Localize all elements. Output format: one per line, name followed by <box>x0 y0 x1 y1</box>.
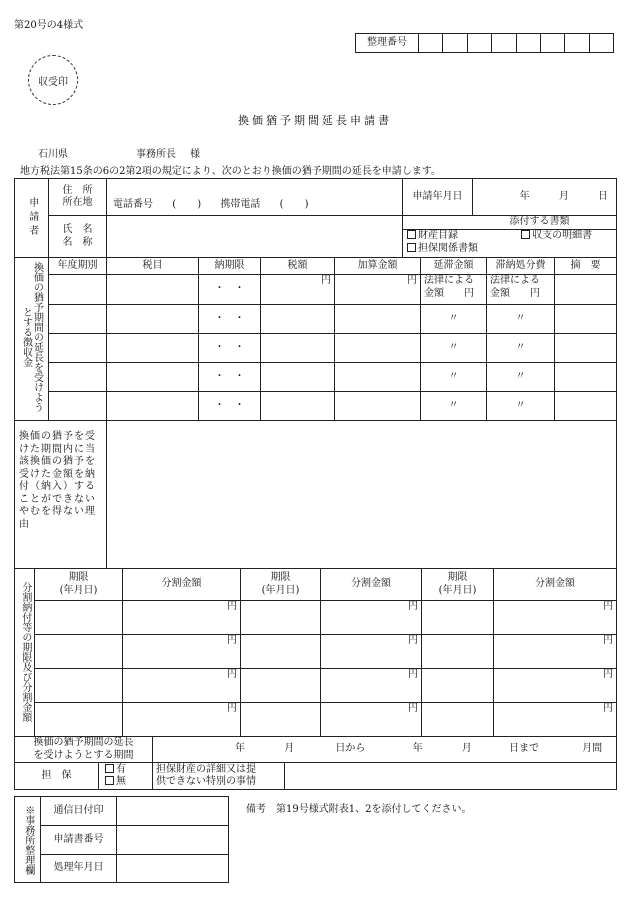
header-tax: 税額 <box>261 258 335 275</box>
item-cell[interactable] <box>107 392 199 421</box>
extension-label: 換価の猶予期間の延長 を受けようとする期間 <box>15 737 153 763</box>
due-cell[interactable]: ・ ・ <box>199 392 261 421</box>
attach-items <box>403 230 617 258</box>
due-cell[interactable]: ・ ・ <box>199 334 261 363</box>
period-cell[interactable] <box>35 669 123 703</box>
amount-cell[interactable]: 円 <box>123 601 241 635</box>
page-title: 換価猶予期間延長申請書 <box>238 114 392 127</box>
amount-cell[interactable]: 円 <box>123 703 241 737</box>
ext-from: 日から <box>335 743 366 755</box>
amount-header: 分割金額 <box>123 569 241 601</box>
remarks: 備考 第19号様式附表1、2を添付してください。 <box>246 804 472 815</box>
period-cell[interactable] <box>35 635 123 669</box>
collateral-yes: 有 <box>116 763 126 775</box>
applicant-side-label: 申請者 <box>15 179 49 258</box>
amount-cell[interactable]: 円 <box>321 703 422 737</box>
item-cell[interactable] <box>107 305 199 334</box>
seiri-cell[interactable] <box>540 34 564 53</box>
add-cell[interactable]: 円 <box>335 275 421 305</box>
amount-cell[interactable]: 円 <box>494 601 617 635</box>
seiri-cell[interactable] <box>419 34 443 53</box>
year-cell[interactable] <box>49 392 107 421</box>
amount-header: 分割金額 <box>321 569 422 601</box>
attach-item: 収支の明細書 <box>532 230 593 241</box>
installment-table <box>14 568 617 737</box>
period-header: 期限 (年月日) <box>35 569 123 601</box>
year-cell[interactable] <box>49 275 107 305</box>
year-cell[interactable] <box>49 305 107 334</box>
tax-cell[interactable] <box>261 392 335 421</box>
period-cell[interactable] <box>241 635 321 669</box>
delay-cell[interactable]: 〃 <box>421 392 487 421</box>
date-label: 申請年月日 <box>403 179 473 216</box>
receipt-stamp-circle <box>28 55 78 105</box>
collateral-no: 無 <box>116 776 126 787</box>
header-item: 税目 <box>107 258 199 275</box>
amount-cell[interactable]: 円 <box>494 669 617 703</box>
name-cell[interactable] <box>107 216 403 258</box>
amount-cell[interactable]: 円 <box>321 601 422 635</box>
period-header: 期限 (年月日) <box>422 569 494 601</box>
note-cell[interactable] <box>555 392 617 421</box>
seiri-cell[interactable] <box>516 34 540 53</box>
amount-cell[interactable]: 円 <box>494 703 617 737</box>
installment-side-label: 分割納付等の期限及び分割金額 <box>15 569 35 737</box>
period-cell[interactable] <box>422 635 494 669</box>
attach-item: 財産目録 <box>418 230 458 241</box>
tax-cell[interactable]: 円 <box>261 275 335 305</box>
mobile-label: 携帯電話 <box>220 198 261 210</box>
checkbox-tanpo[interactable] <box>407 243 416 252</box>
item-cell[interactable] <box>107 363 199 392</box>
tax-row <box>15 334 617 363</box>
tax-cell[interactable] <box>261 334 335 363</box>
note-cell[interactable] <box>555 275 617 305</box>
tax-cell[interactable] <box>261 363 335 392</box>
paren-open: ( <box>172 198 177 210</box>
reason-cell[interactable] <box>107 421 617 569</box>
office-row-cell[interactable] <box>117 797 229 826</box>
item-cell[interactable] <box>107 275 199 305</box>
seiri-number-table <box>355 33 614 53</box>
paren-open: ( <box>279 198 284 210</box>
address-cell[interactable] <box>107 179 403 216</box>
addressee-sama: 様 <box>190 149 200 160</box>
tax-table <box>14 257 617 569</box>
office-use-table <box>14 796 229 883</box>
checkbox-shushi[interactable] <box>521 230 530 239</box>
ext-to: 日まで <box>508 743 539 755</box>
seiri-cell[interactable] <box>565 34 589 53</box>
collateral-no-checkbox[interactable] <box>105 776 114 785</box>
addressee-pref: 石川県 <box>38 149 68 160</box>
header-fee: 滞納処分費 <box>487 258 555 275</box>
reason-label: 換価の猶予を受けた期間内に当該換価の猶予を受けた金額を納付（納入）することができないやむを得ない理由 <box>15 421 107 569</box>
name-label: 氏 名 名 称 <box>49 216 107 258</box>
installment-row <box>15 703 617 737</box>
ext-year: 年 <box>235 743 246 755</box>
amount-cell[interactable]: 円 <box>321 669 422 703</box>
ext-month: 月 <box>284 743 295 755</box>
header-add: 加算金額 <box>335 258 421 275</box>
amount-header: 分割金額 <box>494 569 617 601</box>
extension-period-cell[interactable] <box>153 737 617 763</box>
period-cell[interactable] <box>422 669 494 703</box>
date-day: 日 <box>598 190 608 202</box>
attach-title: 添付する書類 <box>403 216 617 230</box>
office-row-cell[interactable] <box>117 855 229 883</box>
fee-cell[interactable]: 〃 <box>487 334 555 363</box>
amount-cell[interactable]: 円 <box>494 635 617 669</box>
header-year: 年度期別 <box>49 258 107 275</box>
period-cell[interactable] <box>35 703 123 737</box>
attach-item: 担保関係書類 <box>418 242 478 254</box>
paren-close: ) <box>197 198 202 210</box>
tax-row <box>15 305 617 334</box>
seiri-number-label: 整理番号 <box>356 34 419 53</box>
seiri-cell[interactable] <box>443 34 467 53</box>
add-cell[interactable] <box>335 305 421 334</box>
addressee-office: 事務所長 <box>136 149 176 160</box>
ext-month: 月 <box>461 743 472 755</box>
period-cell[interactable] <box>422 703 494 737</box>
add-cell[interactable] <box>335 363 421 392</box>
header-note: 摘 要 <box>555 258 617 275</box>
checkbox-zaisan[interactable] <box>407 230 416 239</box>
office-row-label: 処理年月日 <box>41 855 117 883</box>
note-cell[interactable] <box>555 334 617 363</box>
amount-cell[interactable]: 円 <box>321 635 422 669</box>
installment-row <box>15 669 617 703</box>
tax-row <box>15 392 617 421</box>
note-cell[interactable] <box>555 363 617 392</box>
seiri-cell[interactable] <box>467 34 491 53</box>
tax-row <box>15 363 617 392</box>
header-delay: 延滞金額 <box>421 258 487 275</box>
period-header: 期限 (年月日) <box>241 569 321 601</box>
seiri-cell[interactable] <box>492 34 516 53</box>
collateral-detail-cell[interactable] <box>285 763 617 790</box>
fee-cell[interactable]: 法律による 金額 円 <box>487 275 555 305</box>
amount-cell[interactable]: 円 <box>123 635 241 669</box>
installment-row <box>15 635 617 669</box>
date-year: 年 <box>519 190 530 202</box>
due-cell[interactable]: ・ ・ <box>199 305 261 334</box>
ext-months: 月間 <box>582 743 603 755</box>
collateral-choice <box>99 763 153 790</box>
fee-cell[interactable]: 〃 <box>487 305 555 334</box>
period-cell[interactable] <box>422 601 494 635</box>
delay-cell[interactable]: 〃 <box>421 305 487 334</box>
year-cell[interactable] <box>49 363 107 392</box>
receipt-stamp-label: 収受印 <box>38 76 68 88</box>
period-cell[interactable] <box>241 601 321 635</box>
ext-year: 年 <box>412 743 423 755</box>
applicant-table <box>14 178 617 258</box>
office-row-cell[interactable] <box>117 826 229 855</box>
add-cell[interactable] <box>335 392 421 421</box>
fee-cell[interactable]: 〃 <box>487 363 555 392</box>
intro-text: 地方税法第15条の6の2第2項の規定により、次のとおり換価の猶予期間の延長を申請します。 <box>20 166 442 177</box>
office-row-label: 通信日付印 <box>41 797 117 826</box>
tax-row <box>15 275 617 305</box>
period-cell[interactable] <box>35 601 123 635</box>
address-label: 住 所 所在地 <box>49 179 107 216</box>
form-number: 第20号の4様式 <box>14 20 84 31</box>
office-side-label: ※事務所整理欄 <box>15 797 41 883</box>
due-cell[interactable]: ・ ・ <box>199 275 261 305</box>
seiri-cell[interactable] <box>589 34 613 53</box>
period-cell[interactable] <box>241 703 321 737</box>
collateral-yes-checkbox[interactable] <box>105 764 114 773</box>
collateral-label: 担 保 <box>15 763 99 790</box>
date-cell[interactable] <box>473 179 617 216</box>
add-cell[interactable] <box>335 334 421 363</box>
period-cell[interactable] <box>241 669 321 703</box>
fee-cell[interactable]: 〃 <box>487 392 555 421</box>
paren-close: ) <box>304 198 309 210</box>
note-cell[interactable] <box>555 305 617 334</box>
delay-cell[interactable]: 〃 <box>421 363 487 392</box>
date-month: 月 <box>558 190 569 202</box>
extension-table <box>14 736 617 790</box>
collateral-detail-label: 担保財産の詳細又は提 供できない特別の事情 <box>153 763 285 790</box>
phone-label: 電話番号 <box>113 198 153 210</box>
year-cell[interactable] <box>49 334 107 363</box>
header-due: 納期限 <box>199 258 261 275</box>
tax-side-label: 換価の猶予期間の延長を受けようとする徴収金 <box>15 258 49 421</box>
due-cell[interactable]: ・ ・ <box>199 363 261 392</box>
amount-cell[interactable]: 円 <box>123 669 241 703</box>
item-cell[interactable] <box>107 334 199 363</box>
delay-cell[interactable]: 法律による 金額 円 <box>421 275 487 305</box>
installment-row <box>15 601 617 635</box>
delay-cell[interactable]: 〃 <box>421 334 487 363</box>
office-row-label: 申請書番号 <box>41 826 117 855</box>
tax-cell[interactable] <box>261 305 335 334</box>
